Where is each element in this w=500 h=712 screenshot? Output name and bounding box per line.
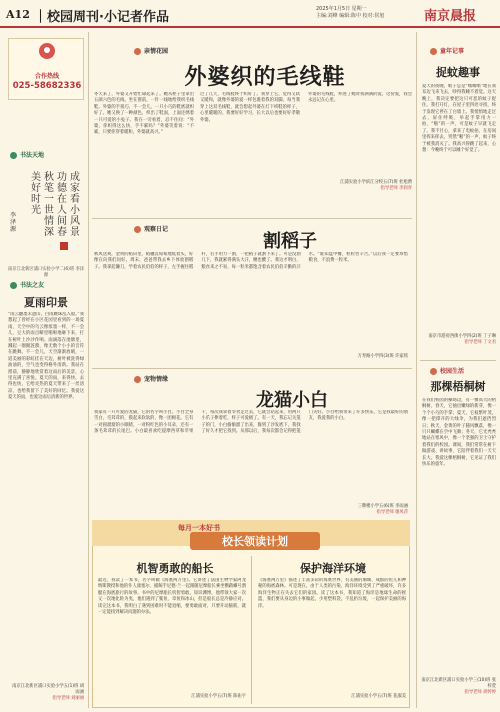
section-tag-pet xyxy=(134,374,168,383)
calligraphy-char: 秋 xyxy=(44,172,54,183)
book-review-author: 江浦实验小学五(7)班 花淑美 xyxy=(351,694,406,699)
row-divider xyxy=(92,368,412,369)
calligraphy-char: 好 xyxy=(31,183,41,194)
book-review-title: 机智勇敢的船长 xyxy=(136,562,214,575)
calligraphy-char: 小 xyxy=(70,205,80,216)
article-body: 外婆的毛线鞋，织进了她对我满满的爱。这份爱，我会永远记在心里。 xyxy=(308,92,412,104)
calligraphy-char: 景 xyxy=(70,227,80,238)
hotline-box xyxy=(8,38,84,100)
calligraphy-char: 深 xyxy=(44,227,54,238)
book-weekly-label: 每月一本好书 xyxy=(178,524,220,532)
hotline-label: 合作热线 xyxy=(34,73,59,80)
article-author xyxy=(420,678,496,696)
article-body: 在我们校园的操场边，有一棵高大的梧桐树。春天，它抽出嫩绿的新芽，像一个个小巧的手掌；夏天，它枝繁叶茂，像一把撑开的大绿伞，为我们遮挡烈日；秋天，金黄的叶子随风飘落，像一只只蝴蝶在空中飞舞；冬天，它光秃秃地站在寒风中，像一个坚强的卫士守护着我们的校园。课间，我们常常在树下做游戏、讲故事，它陪伴着我们一天天长大。我爱这棵梧桐树，它见证了我们快乐的童年。 xyxy=(422,398,496,468)
section-tag-calligraphy xyxy=(10,150,44,159)
calligraphy-signature: 李泽源 xyxy=(10,212,17,233)
page-number: A12 xyxy=(6,8,30,21)
calligraphy-char: 人 xyxy=(57,205,67,216)
location-pin-icon xyxy=(39,43,55,59)
article-body: “雨云翻墨未遮山，白雨跳珠乱入船。”我想起了曾经在小区花园里看到的一场夏雨，天空中的乌云像浓墨一样，不一会儿，豆大的雨点噼里啪啦地砸下来，打在树叶上沙沙作响。雨滴落在池塘里，溅起一圈圈涟漪，像无数个小小的音符在跳舞。不一会儿，天空渐渐放晴，一道美丽的彩虹挂在天边，树叶被洗得绿油油的，空气也变得格外清新。我站在窗前，静静地欣赏着这雨后的美景，心里充满了喜悦。夏天的雨，来得快，去得也快，它给炎热的夏天带来了一丝清凉，也给我留下了美好的回忆。我爱这夏天的雨，也爱这雨后清新的世界。 xyxy=(8,312,84,401)
teacher-name: 指导老师 谢凤萍 xyxy=(376,510,408,515)
tag-label: 亲情花园 xyxy=(144,48,169,55)
tag-label: 书法天地 xyxy=(20,152,45,159)
calligraphy-char: 德 xyxy=(57,183,67,194)
article-title: 夏雨印景 xyxy=(24,296,68,309)
section-tag-childhood xyxy=(430,46,464,55)
author-name: 三牌楼小学五(6)班 李雨涵 xyxy=(357,504,408,509)
teacher-name: 指导老师 胡婷婷 xyxy=(464,690,496,695)
article-author xyxy=(300,504,408,516)
calligraphy-char: 情 xyxy=(44,216,54,227)
calligraphy-char: 光 xyxy=(31,205,41,216)
calligraphy-char: 间 xyxy=(57,216,67,227)
editor-credits: 主编:刘峰 编辑:陈中 校对:侯旭 xyxy=(316,13,385,19)
tag-label: 童年记事 xyxy=(440,48,465,55)
school-icon xyxy=(430,368,437,375)
section-tag-observe xyxy=(134,224,168,233)
issue-date: 2025年1月5日 星期一 xyxy=(316,6,367,12)
page-header xyxy=(0,0,500,28)
article-author xyxy=(300,354,408,360)
article-title: 那棵梧桐树 xyxy=(430,380,486,393)
book-divider xyxy=(251,556,252,704)
calligraphy-artwork xyxy=(8,172,84,262)
calligraphy-char: 时 xyxy=(31,194,41,205)
calligraphy-char: 风 xyxy=(70,216,80,227)
author-name: 南京江北新区浦口实验小学三(10)班 张梓萱 xyxy=(421,678,496,689)
article-body: 冬天来了，外婆又开始忙碌起来了。她从柜子里拿出五颜六色的毛线，坐在窗前，一针一线地给我织毛线鞋。外婆的手很巧，不一会儿，一只小巧的鞋底就织好了。她又换了一种颜色，织出了鞋面，上面还绣着一只可爱的小兔子。我在一旁看着，忍不住问：“外婆，你织得这么快，手不累吗？”外婆笑着说：“不累，只要你穿着暖和，外婆就高兴。” xyxy=(94,92,194,136)
article-author xyxy=(8,684,84,702)
calligraphy-char: 在 xyxy=(57,194,67,205)
hotline-number: 025-58682336 xyxy=(12,81,82,91)
book-review-body: 《海底两万里》描述了丰富多彩的海底世界，有美丽的珊瑚、成群的鱼儿和神秘的海底森林。可是现在，由于人类的污染，海洋环境受到了严重破坏，许多海洋生物正在失去它们的家园。读了这本书，我知道了海洋是地球生命的摇篮，我们要从身边的小事做起，少用塑料袋，不乱扔垃圾，一起保护美丽的海洋。 xyxy=(258,578,406,609)
date-line xyxy=(316,6,384,20)
author-name: 南京江北新区浦口实验小学五(1)班 胡雨涵 xyxy=(12,684,84,695)
section-tag-campus xyxy=(430,366,464,375)
paw-icon xyxy=(134,376,141,383)
author-name: 万寿路小学四(3)班 许家铭 xyxy=(357,354,408,359)
tag-label: 书法之友 xyxy=(20,282,45,289)
star-icon xyxy=(430,48,437,55)
newspaper-name: 南京晨报 xyxy=(424,9,477,24)
calligraphy-char: 春 xyxy=(57,227,67,238)
tag-label: 宠物情缘 xyxy=(144,376,169,383)
column-divider xyxy=(88,32,89,708)
tag-label: 观察日记 xyxy=(144,226,169,233)
row-divider xyxy=(420,360,496,361)
book-review-author: 江浦实验小学五(7)班 陈佑宇 xyxy=(191,694,246,699)
calligraphy-char: 一 xyxy=(44,194,54,205)
calligraphy-char: 家 xyxy=(70,183,80,194)
seal-stamp xyxy=(60,242,68,250)
calligraphy-char: 世 xyxy=(44,205,54,216)
book-review-body: 最近，我读了一本书，名字叫做《海底两万里》。它讲述了法国生物学家阿龙纳斯教授和他的仆人康塞尔、捕鲸手尼德·兰一起跟随尼摩船长乘坐鹦鹉螺号潜艇在海底旅行的故事。书中的尼摩船长机智勇敢，知识渊博，他带领大家一次又一次地化险为夷，他们遇到了鲨鱼、章鱼和冰山，但是船长总是冷静应对。读完这本书，我明白了遇到困难时不能退缩，要勇敢面对，只要开动脑筋，就一定能找到解决问题的办法。 xyxy=(98,578,246,616)
author-name: 南京市游府西街小学四(2)班 丁子琳 xyxy=(428,334,496,339)
flower-icon xyxy=(134,48,141,55)
article-body: 夏天的夜晚，蚊子总是“嗡嗡嗡”地在我耳边飞来飞去，吵得我睡不着觉。这天晚上，我决定要把这只可恶的蚊子捉住。我打开灯，在屋子里四处寻找，终于发现它停在了白墙上。我悄悄地走过去，屏住呼吸，举起手掌用力一拍，“啪”的一声，可是蚊子早就飞走了。我不甘心，拿来了电蚊拍，在房间里挥来挥去，突然“啪”的一声，蚊子终于被我消灭了。我高兴得跳了起来，心想：今晚终于可以睡个好觉了。 xyxy=(422,84,496,154)
author-name: 江浦实验小学滨江分校五(7)班 杜旭骋 xyxy=(340,180,412,185)
article-body: 秋风送爽，金黄的稻田里，稻穗沉甸甸地低着头，好像在向我们问好。周末，爸爸带我去乡下体验割稻子。我拿起镰刀，学着农民伯伯的样子，左手握住稻秆，右手用力一割，一把稻子就割下来了。可是没割几下，我就累得满头大汗，腰也酸了。我这才明白，粮食来之不易，每一粒米都饱含着农民伯伯辛勤的汗水。“谁知盘中餐，粒粒皆辛苦。”以后我一定要珍惜粮食，不浪费一粒米。 xyxy=(94,252,408,270)
header-rule xyxy=(0,26,500,28)
column-divider xyxy=(416,32,417,708)
calligraphy-char: 笔 xyxy=(44,183,54,194)
tag-label: 校园生活 xyxy=(440,368,465,375)
section-tag-family xyxy=(134,46,168,55)
article-title: 龙猫小白 xyxy=(256,390,328,411)
teacher-name: 指导老师 丁文君 xyxy=(464,340,496,345)
calligraphy-char: 功 xyxy=(57,172,67,183)
article-title: 捉蚊趣事 xyxy=(436,66,480,79)
article-title: 外婆织的毛线鞋 xyxy=(184,64,346,90)
row-divider xyxy=(92,218,412,219)
book-icon xyxy=(10,282,17,289)
section-tag-essay xyxy=(10,280,44,289)
article-author xyxy=(308,180,412,192)
calligraphy-char: 看 xyxy=(70,194,80,205)
calligraphy-caption: 南京江北新区浦口实验小学二(6)班 李泽源 xyxy=(7,267,85,278)
calligraphy-char: 成 xyxy=(70,172,80,183)
leaf-icon xyxy=(134,226,141,233)
article-title: 割稻子 xyxy=(263,231,317,252)
teacher-name: 指导老师 李润青 xyxy=(380,186,412,191)
article-body: 我家有一只可爱的龙猫，它的名字叫小白。小白全身雪白，毛茸茸的，摸起来软软的，像一团棉花。它有一对圆溜溜的小眼睛，一对粉红色的小耳朵，还有一条毛茸茸的长尾巴。小白最喜欢吃提摩西草和苹果干，每次我拿着零食走过去，它就会站起来，用两只小爪子捧着吃，样子可爱极了。有一天，我忘记关笼子的门，小白偷偷溜了出来，躲到了沙发底下，我找了好久才把它找到。从那以后，我每次都会记得把笼门关好。小白给我带来了许多快乐，它是我最好的朋友，我爱我的小白。 xyxy=(94,410,408,435)
article-body: 过了几天，毛线鞋终于织好了。我穿上它，觉得又软又暖和，就像外婆的爱一样包裹着我的双脚。每当我穿上这双毛线鞋，就会想起外婆在灯下织鞋的样子，心里暖暖的。我要好好学习，长大以后也要好好孝敬外婆。 xyxy=(200,92,300,123)
section-title: ｜校园周刊·小记者作品 xyxy=(34,10,169,25)
book-banner: 校长领读计划 xyxy=(190,532,320,550)
book-review-title: 保护海洋环境 xyxy=(300,562,366,575)
brush-icon xyxy=(10,152,17,159)
article-author xyxy=(420,334,496,346)
teacher-name: 指导老师 刘丽丽 xyxy=(52,696,84,701)
calligraphy-char: 美 xyxy=(31,172,41,183)
